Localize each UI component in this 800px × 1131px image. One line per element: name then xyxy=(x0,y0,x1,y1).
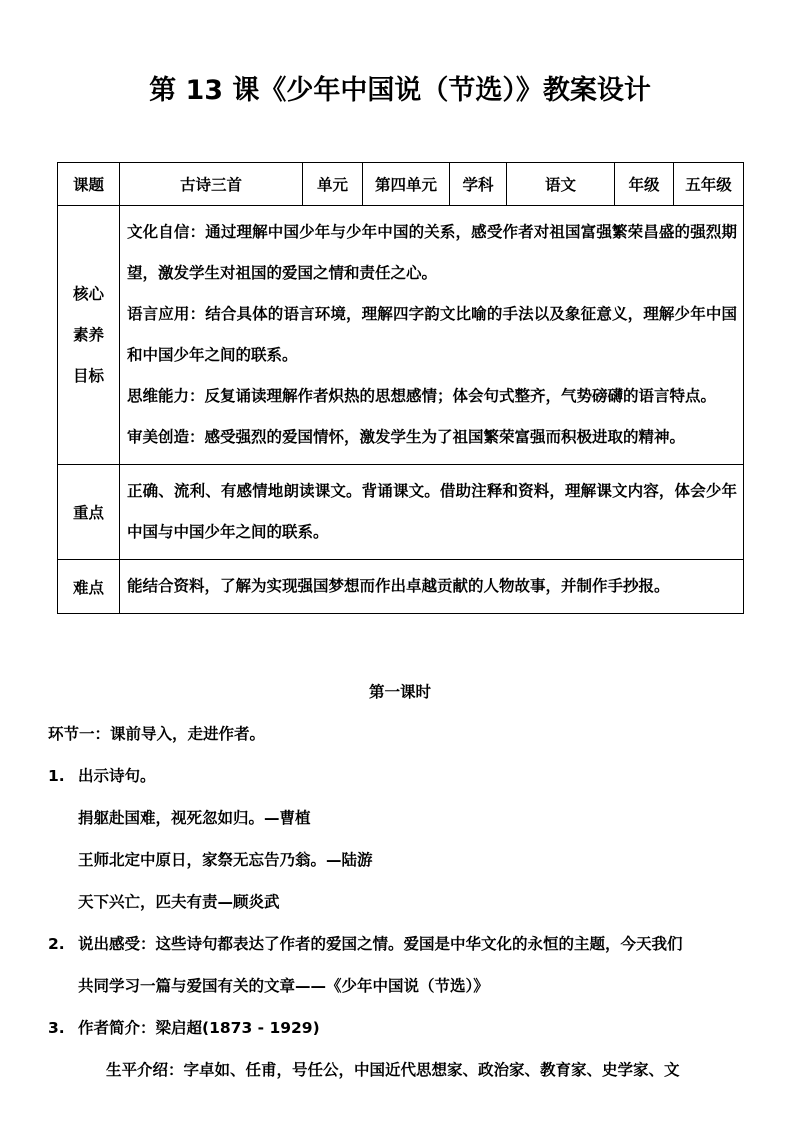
poem-line: 捐躯赴国难，视死忽如归。—曹植 xyxy=(78,809,311,827)
goal-thinking-ability: 思维能力：反复诵读理解作者炽热的思想感情；体会句式整齐，气势磅礴的语言特点。 xyxy=(127,387,717,405)
author-bio: 生平介绍：字卓如、任甫，号任公，中国近代思想家、政治家、教育家、史学家、文 xyxy=(106,1061,680,1079)
list-item-continuation: 共同学习一篇与爱国有关的文章——《少年中国说（节选）》 xyxy=(78,977,489,995)
table-header-row xyxy=(58,163,744,206)
core-goals-label-line: 目标 xyxy=(72,366,104,385)
grade-value: 五年级 xyxy=(674,163,744,206)
core-goals-content xyxy=(120,206,744,465)
list-item-text: 出示诗句。 xyxy=(78,767,156,785)
core-goals-label-line: 素养 xyxy=(72,325,104,344)
core-goals-label-line: 核心 xyxy=(72,284,104,303)
topic-label: 课题 xyxy=(58,163,120,206)
page-title: 第 13 课《少年中国说（节选）》教案设计 xyxy=(149,75,651,106)
unit-value: 第四单元 xyxy=(363,163,450,206)
list-item xyxy=(48,932,683,954)
grade-label: 年级 xyxy=(615,163,674,206)
difficulties-row xyxy=(58,560,744,614)
poem-line: 王师北定中原日，家祭无忘告乃翁。—陆游 xyxy=(78,851,373,869)
key-points-label: 重点 xyxy=(58,465,120,560)
list-item-number: 1. xyxy=(48,767,65,785)
key-points-row xyxy=(58,465,744,560)
step-heading: 环节一：课前导入，走进作者。 xyxy=(48,725,266,743)
goal-aesthetic-creation: 审美创造：感受强烈的爱国情怀，激发学生为了祖国繁荣富强而积极进取的精神。 xyxy=(127,428,686,446)
goal-language-use: 语言应用：结合具体的语言环境，理解四字韵文比喻的手法以及象征意义，理解少年中国和中国少年之间的联系。 xyxy=(127,305,737,364)
unit-label: 单元 xyxy=(303,163,363,206)
difficulties-text: 能结合资料，了解为实现强国梦想而作出卓越贡献的人物故事，并制作手抄报。 xyxy=(120,560,744,614)
list-item xyxy=(48,1016,320,1038)
list-item-text: 作者简介：梁启超(1873 - 1929) xyxy=(78,1019,320,1037)
difficulties-label: 难点 xyxy=(58,560,120,614)
topic-value: 古诗三首 xyxy=(120,163,303,206)
core-goals-row xyxy=(58,206,744,465)
poem-line: 天下兴亡，匹夫有责—顾炎武 xyxy=(78,893,280,911)
subject-value: 语文 xyxy=(507,163,615,206)
list-item-text: 说出感受：这些诗句都表达了作者的爱国之情。爱国是中华文化的永恒的主题，今天我们 xyxy=(78,935,683,953)
subject-label: 学科 xyxy=(450,163,507,206)
goal-cultural-confidence: 文化自信：通过理解中国少年与少年中国的关系，感受作者对祖国富强繁荣昌盛的强烈期望，激发学生对祖国的爱国之情和责任之心。 xyxy=(127,223,737,282)
list-item-number: 2. xyxy=(48,935,65,953)
list-item xyxy=(48,764,156,786)
list-item-number: 3. xyxy=(48,1019,65,1037)
key-points-text: 正确、流利、有感情地朗读课文。背诵课文。借助注释和资料，理解课文内容，体会少年中国与中国少年之间的联系。 xyxy=(120,465,744,560)
lesson-heading: 第一课时 xyxy=(368,683,431,701)
core-goals-label xyxy=(58,206,120,465)
lesson-info-table xyxy=(57,162,744,614)
